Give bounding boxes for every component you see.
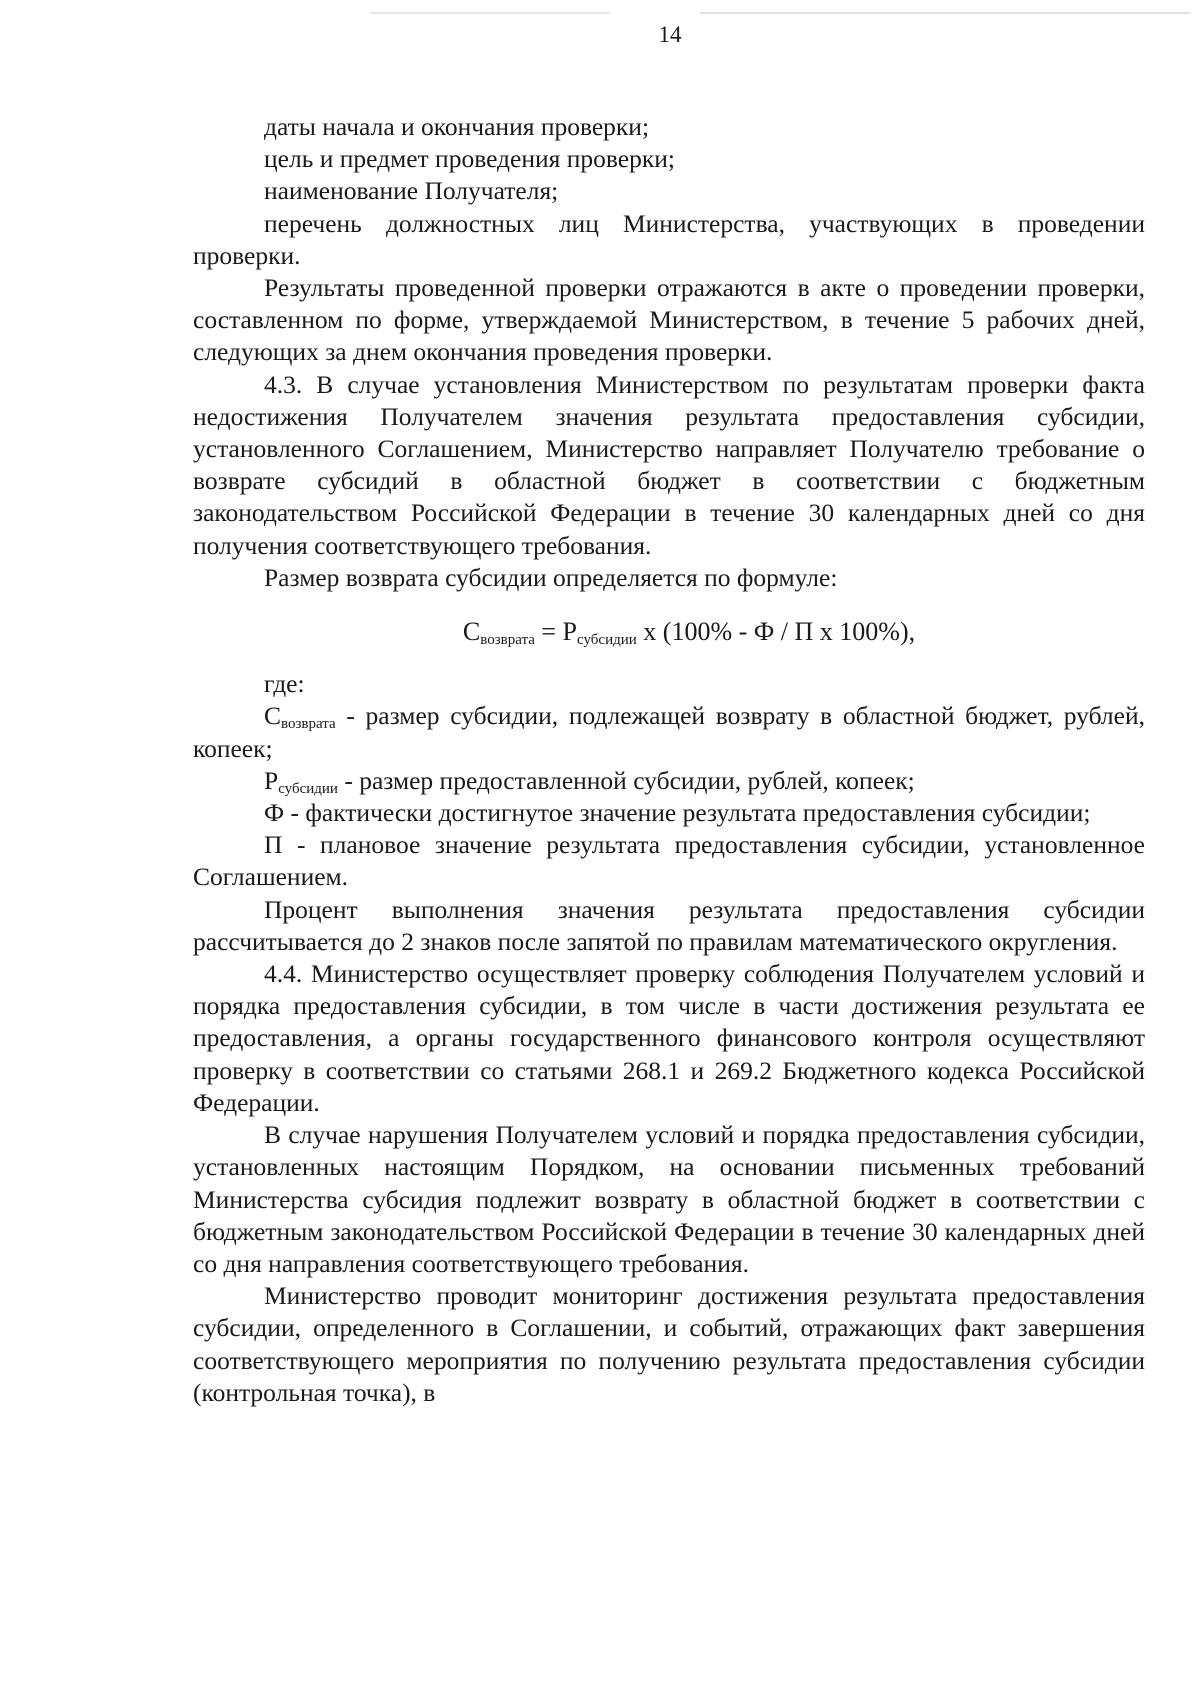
paragraph-4-3: 4.3. В случае установления Министерством по результатам проверки факта недостижения Получателем значения результата предоставления субсидии, установленного Соглашением, Министерство направляет Получателю требование о возврате субсидий в областной бюджет в соответствии с бюджетным законодательством Российской Федерации в течение 30 календарных дней со дня получения соответствующего требования.	[193, 369, 1145, 560]
definition-p	[193, 765, 1145, 797]
definition-c	[193, 700, 1145, 764]
definition-p-symbol	[264, 766, 338, 795]
list-item-dates: даты начала и окончания проверки;	[264, 112, 650, 141]
list-item-officials: перечень должностных лиц Министерства, участвующих в проведении проверки.	[193, 208, 1145, 270]
scan-edge-right	[700, 12, 1190, 14]
definition-p-text: - размер предоставленной субсидии, рублей, копеек;	[337, 765, 915, 795]
definition-c-main: С	[264, 701, 282, 731]
formula-equals: =	[534, 617, 563, 647]
formula-c-subscript: возврата	[480, 632, 535, 649]
list-item-recipient: наименование Получателя;	[264, 176, 559, 206]
document-body	[193, 111, 1145, 1409]
definition-f: Ф - фактически достигнутое значение результата предоставления субсидии;	[264, 798, 1091, 828]
paragraph-formula-intro: Размер возврата субсидии определяется по формуле:	[264, 562, 838, 592]
definition-c-subscript: возврата	[281, 716, 336, 733]
definition-c-text: - размер субсидии, подлежащей возврату в областной бюджет, рублей, копеек;	[193, 701, 1145, 763]
paragraph-violation: В случае нарушения Получателем условий и порядка предоставления субсидии, установленных настоящим Порядком, на основании письменных требований Министерства субсидия подлежит возврату в областной бюджет в соответствии с бюджетным законодательством Российской Федерации в течение 30 календарных дней со дня направления соответствующего требования.	[193, 1120, 1145, 1278]
where-label: где:	[264, 669, 305, 699]
page-number: 14	[658, 22, 682, 47]
paragraph-monitoring: Министерство проводит мониторинг достижения результата предоставления субсидии, определенного в Соглашении, и событий, отражающих факт завершения соответствующего мероприятия по получению результата предоставления субсидии (контрольная точка), в	[193, 1281, 1145, 1407]
definition-p-subscript: субсидии	[278, 780, 338, 797]
formula-expression: х (100% - Ф / П х 100%),	[636, 617, 916, 647]
paragraph-4-4: 4.4. Министерство осуществляет проверку соблюдения Получателем условий и порядка предоставления субсидии, в том числе в части достижения результата ее предоставления, а органы государственного финансового контроля осуществляют проверку в соответствии со статьями 268.1 и 269.2 Бюджетного кодекса Российской Федерации.	[193, 959, 1145, 1117]
definition-c-symbol	[264, 701, 336, 733]
formula-p-subscript: субсидии	[577, 632, 637, 649]
formula-c-symbol	[462, 617, 535, 649]
definition-p-main: Р	[264, 765, 279, 795]
list-item-purpose: цель и предмет проведения проверки;	[264, 144, 675, 174]
formula-p-symbol	[562, 617, 637, 649]
formula-c-main: С	[462, 617, 481, 647]
paragraph-results: Результаты проведенной проверки отражаются в акте о проведении проверки, составленном по форме, утверждаемой Министерством, в течение 5 рабочих дней, следующих за днем окончания проведения проверки.	[193, 273, 1145, 367]
formula-p-main: Р	[562, 617, 578, 647]
return-formula	[193, 616, 1145, 648]
definition-plan: П - плановое значение результата предоставления субсидии, установленное Соглашением.	[193, 830, 1145, 892]
paragraph-percent: Процент выполнения значения результата предоставления субсидии рассчитывается до 2 знаков после запятой по правилам математического округления.	[193, 894, 1145, 956]
scan-edge-left	[370, 12, 610, 14]
